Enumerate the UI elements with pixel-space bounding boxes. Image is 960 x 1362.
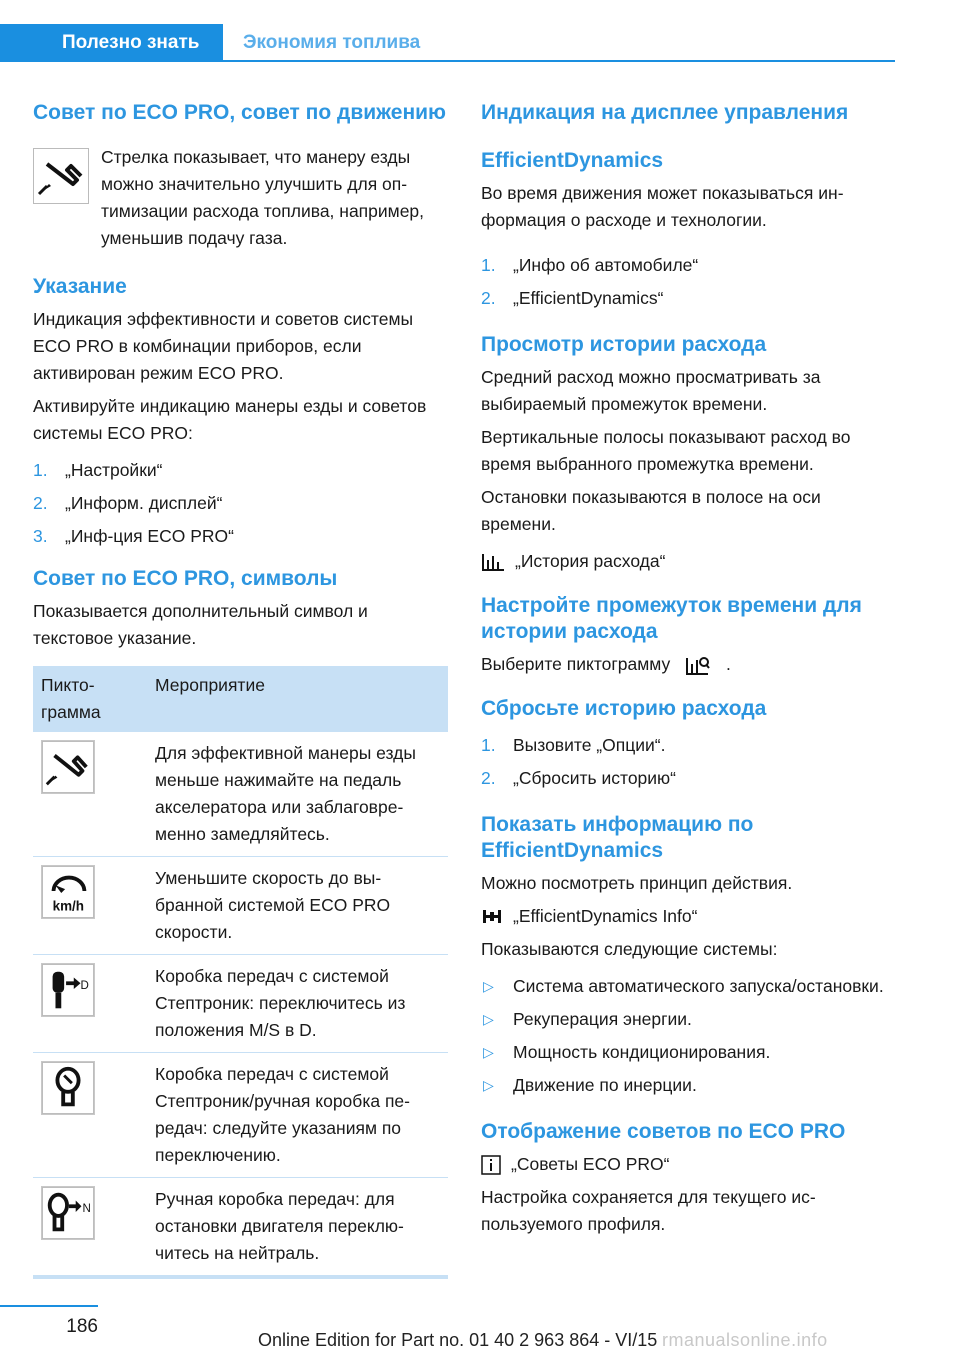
pick-pictogram-text: Выберите пиктограмму <box>481 654 671 674</box>
bullet-triangle-icon: ▷ <box>483 1011 494 1027</box>
list-item: 2. „Сбросить историю“ <box>481 768 677 788</box>
list-item: 2. „EfficientDynamics“ <box>481 288 664 308</box>
table-cell-icon <box>33 732 147 857</box>
right-column <box>481 100 896 1238</box>
svg-text:D: D <box>80 980 89 993</box>
speed-kmh-icon <box>41 865 95 919</box>
history-menu-label: „История расхода“ <box>515 551 666 571</box>
table-row <box>33 732 448 857</box>
pedal-foot-icon <box>41 740 95 794</box>
history-paragraph-2: Вертикальные полосы показывают расход во время выбранного промежутка времени. <box>481 427 851 474</box>
table-header-row <box>33 666 448 732</box>
bullet-triangle-icon: ▷ <box>483 978 494 994</box>
ed-info-menu-label: „EfficientDynamics Info“ <box>513 906 698 926</box>
table-header-action: Мероприятие <box>147 666 448 732</box>
systems-paragraph: Показываются следующие системы: <box>481 939 778 959</box>
page-header <box>0 0 960 64</box>
tab-fuel-economy[interactable]: Экономия топлива <box>243 32 421 53</box>
section-title-time-range: Настройте промежуток времени для истории расхода <box>481 594 862 643</box>
page-number: 186 <box>66 1316 98 1337</box>
list-item: 2. „Информ. дисплей“ <box>33 493 223 513</box>
symbols-paragraph: Показывается дополнительный символ и текстовое указание. <box>33 601 368 648</box>
svg-text:km/h: km/h <box>52 898 85 914</box>
note-paragraph-1: Индикация эффективности и советов системы ECO PRO в комбинации приборов, если активирован режим ECO PRO. <box>33 309 414 383</box>
section-title-eco-pro-tip: Совет по ECO PRO, совет по движению <box>33 101 446 124</box>
table-cell-action: Ручная коробка передач: для остановки двигателя переключитесь на нейтраль. <box>147 1178 448 1278</box>
bar-chart-icon <box>481 552 505 572</box>
section-title-efficientdynamics: EfficientDynamics <box>481 149 664 172</box>
table-cell-action: Коробка передач с системой Стептроник: переключитесь из положения M/S в D. <box>147 955 448 1053</box>
section-title-reset: Сбросьте историю расхода <box>481 697 767 720</box>
note-paragraph-2: Активируйте индикацию манеры езды и советов системы ECO PRO: <box>33 396 427 443</box>
section-title-display: Индикация на дисплее управления <box>481 101 849 124</box>
bullet-triangle-icon: ▷ <box>483 1044 494 1060</box>
gear-shift-n-icon <box>41 1186 95 1240</box>
settings-steps-list <box>33 457 448 550</box>
page-number-rule <box>0 1305 98 1307</box>
history-paragraph-1: Средний расход можно просматривать за выбираемый промежуток времени. <box>481 367 821 414</box>
gear-shift-icon <box>41 1061 95 1115</box>
eco-tips-menu-line <box>481 1151 896 1178</box>
intro-block <box>33 144 448 252</box>
list-item: 3. „Инф-ция ECO PRO“ <box>33 526 234 546</box>
eco-tips-menu-label: „Советы ECO PRO“ <box>511 1154 670 1174</box>
ed-steps-list <box>481 252 896 312</box>
list-item: 1. „Настройки“ <box>33 460 163 480</box>
table-cell-action: Коробка передач с системой Стептроник/ручная коробка передач: следуйте указаниям по переключению. <box>147 1053 448 1178</box>
bullet-triangle-icon: ▷ <box>483 1077 494 1093</box>
edition-footer: Online Edition for Part no. 01 40 2 963 864 - VI/15 <box>258 1330 658 1350</box>
section-title-history: Просмотр истории расхода <box>481 333 767 356</box>
pick-pictogram-dot: . <box>726 654 731 674</box>
header-rule <box>223 60 895 62</box>
ed-info-menu-line <box>481 903 896 930</box>
table-row <box>33 955 448 1053</box>
reset-steps-list <box>481 732 896 792</box>
list-item: ▷ Движение по инерции. <box>481 1072 896 1099</box>
table-header-pictogram: Пиктограмма <box>33 666 147 732</box>
watermark: rmanualsonline.info <box>662 1330 828 1350</box>
table-cell-icon <box>33 857 147 955</box>
history-menu-line <box>481 548 896 575</box>
table-cell-icon <box>33 1053 147 1178</box>
bar-chart-settings-icon[interactable] <box>685 654 711 676</box>
table-row <box>33 1053 448 1178</box>
list-item: 1. „Инфо об автомобиле“ <box>481 255 699 275</box>
list-item: ▷ Рекуперация энергии. <box>481 1006 896 1033</box>
list-item: 1. Вызовите „Опции“. <box>481 735 666 755</box>
pedal-foot-icon <box>33 148 89 204</box>
list-item: ▷ Мощность кондиционирования. <box>481 1039 896 1066</box>
list-item: ▷ Система автоматического запуска/остановки. <box>481 973 896 1000</box>
table-cell-action: Уменьшите скорость до выбранной системой ECO PRO скорости. <box>147 857 448 955</box>
profile-paragraph: Настройка сохраняется для текущего используемого профиля. <box>481 1187 816 1234</box>
ed-info-paragraph: Можно посмотреть принцип действия. <box>481 873 793 893</box>
powertrain-icon <box>481 907 503 927</box>
history-paragraph-3: Остановки показываются в полосе на оси времени. <box>481 487 821 534</box>
info-icon <box>481 1155 501 1175</box>
section-title-note: Указание <box>33 275 127 298</box>
symbols-table <box>33 666 448 1279</box>
table-cell-action: Для эффективной манеры езды меньше нажимайте на педаль акселератора или заблаговременно замедляйтесь. <box>147 732 448 857</box>
table-row <box>33 1178 448 1278</box>
table-cell-icon <box>33 955 147 1053</box>
table-row <box>33 857 448 955</box>
tab-useful-info[interactable]: Полезно знать <box>0 24 223 62</box>
ed-paragraph: Во время движения может показываться информация о расходе и технологии. <box>481 183 844 230</box>
gear-shift-d-icon <box>41 963 95 1017</box>
section-title-eco-tips: Отображение советов по ECO PRO <box>481 1120 846 1143</box>
table-cell-icon <box>33 1178 147 1278</box>
pick-pictogram-line <box>481 651 896 678</box>
left-column <box>33 100 448 1279</box>
systems-list <box>481 973 896 1099</box>
intro-text: Стрелка показывает, что манеру езды можно значительно улучшить для оптимизации расхода топлива, например, уменьшив подачу газа. <box>101 147 425 248</box>
section-title-show-ed-info: Показать информацию по EfficientDynamics <box>481 813 754 862</box>
svg-text:N: N <box>82 1203 91 1216</box>
section-title-symbols: Совет по ECO PRO, символы <box>33 567 338 590</box>
